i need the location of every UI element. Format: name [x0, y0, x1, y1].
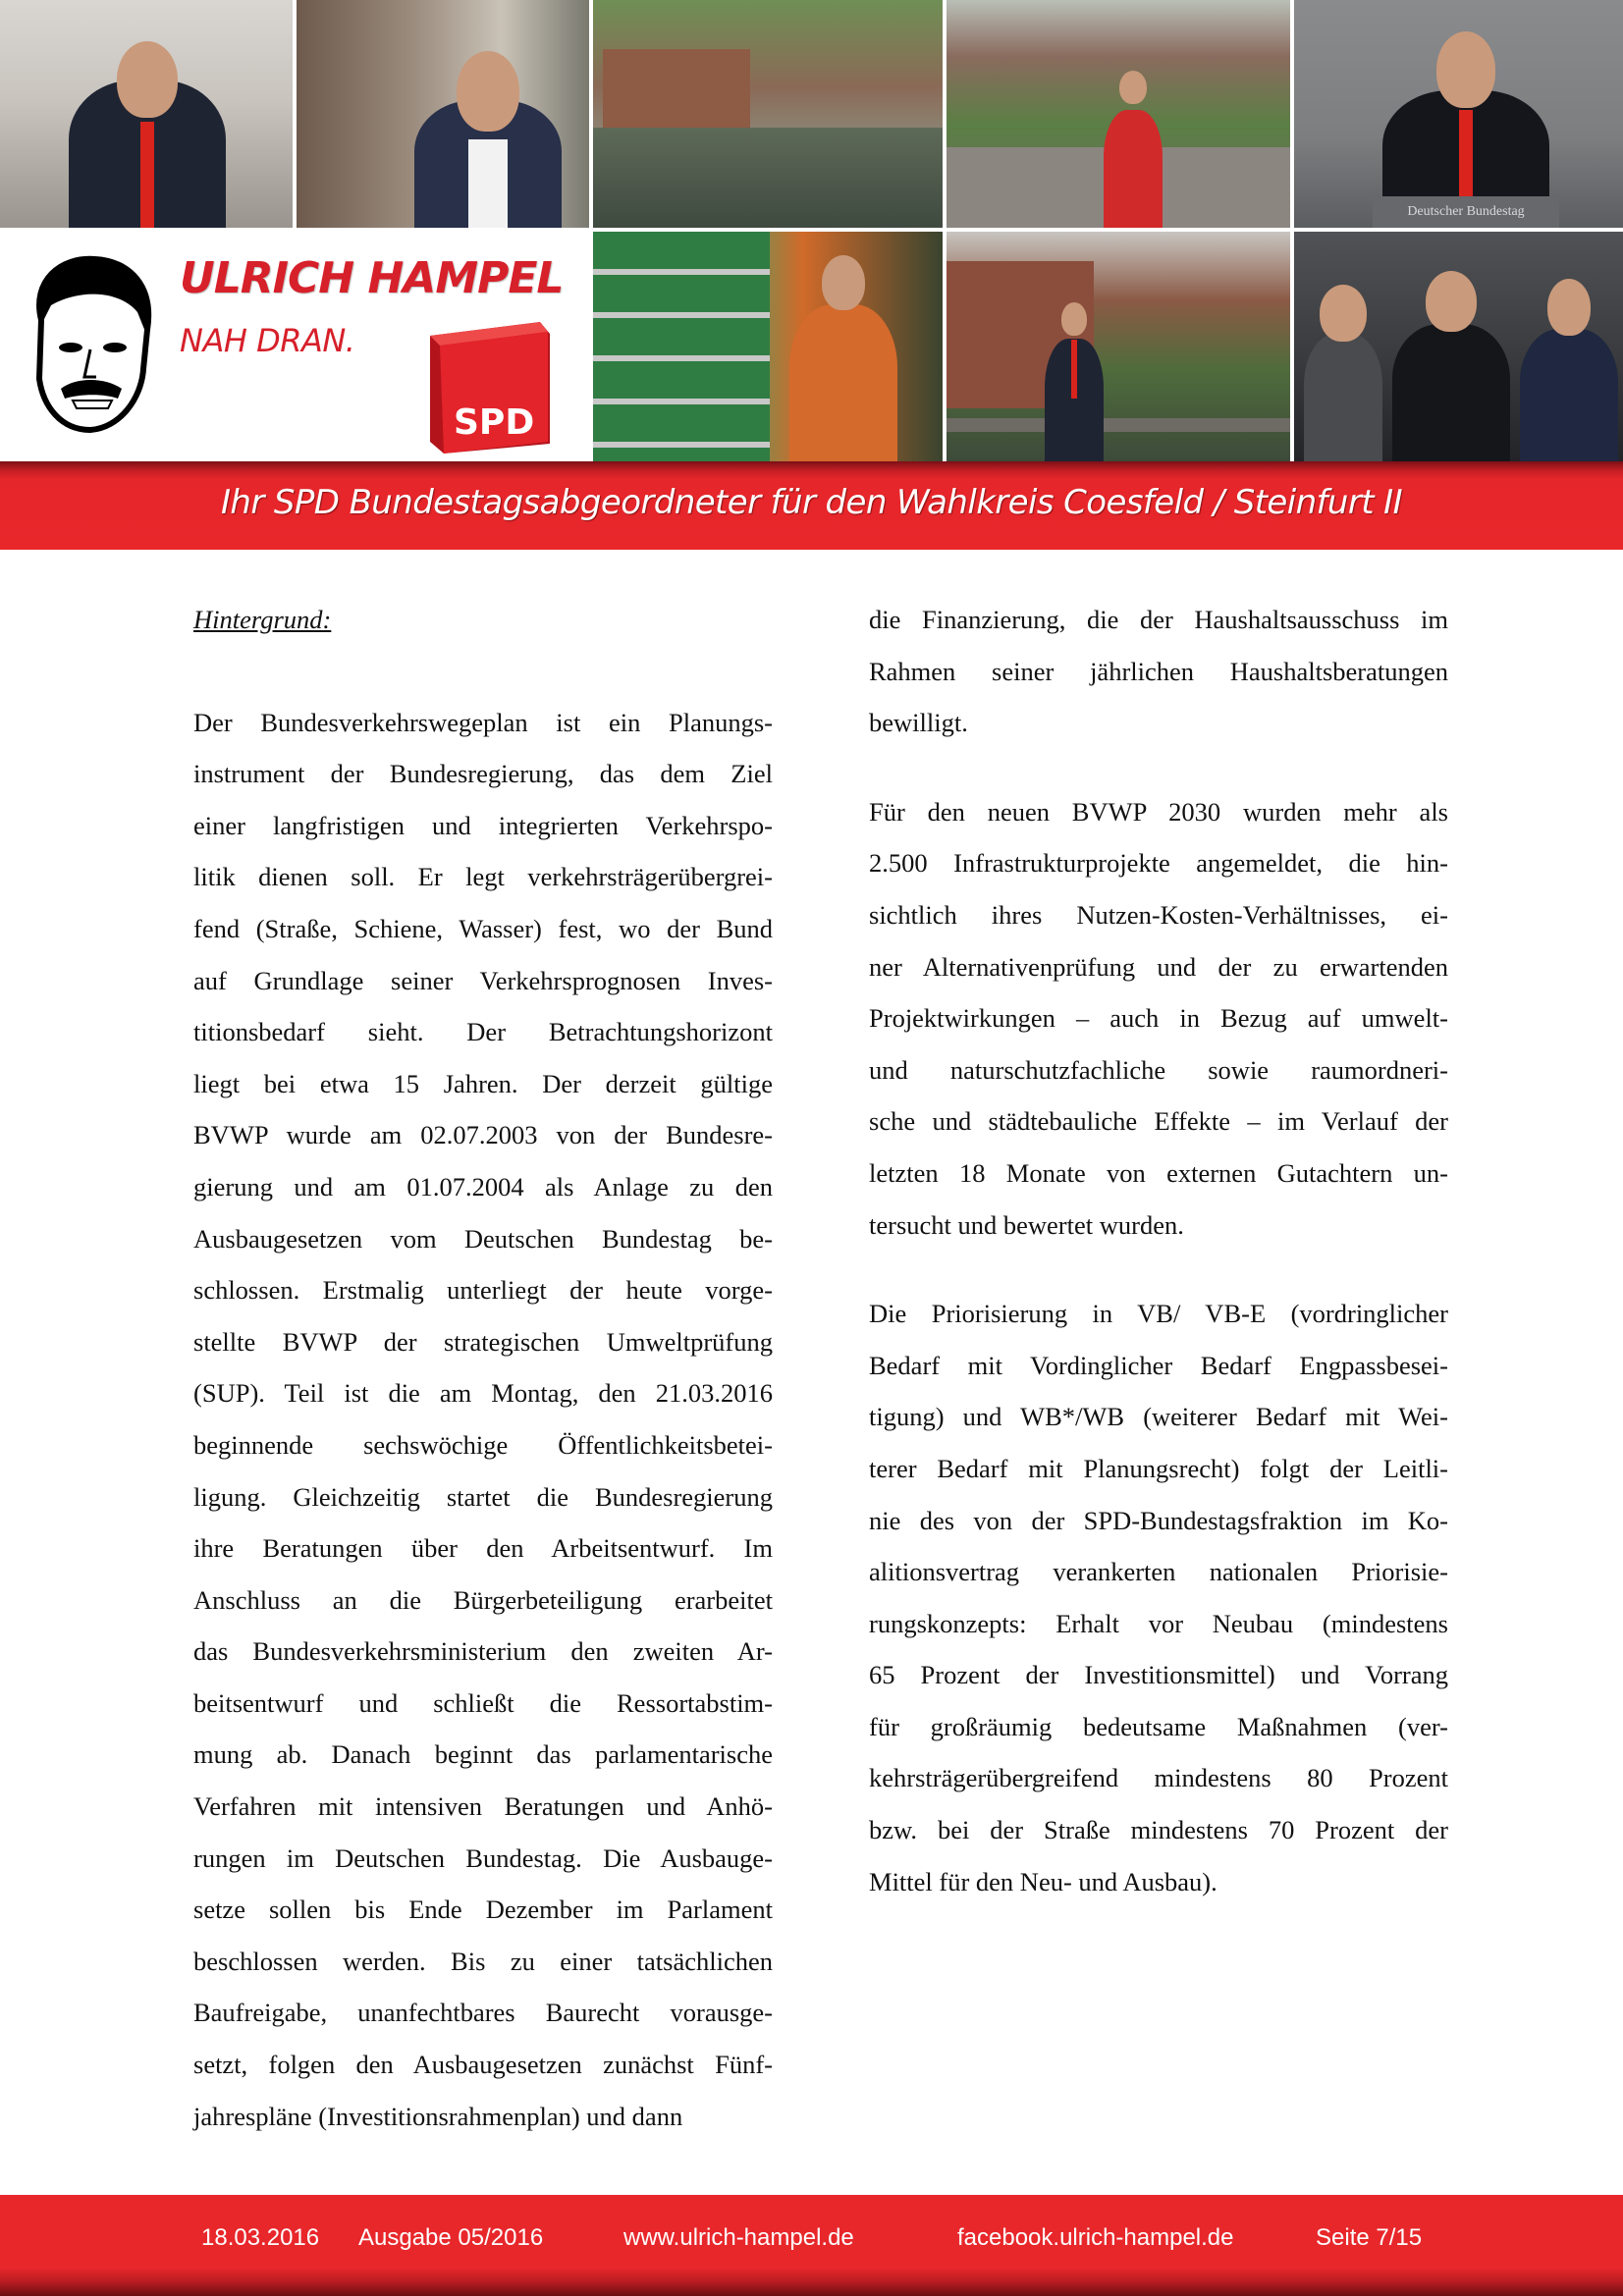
photo-portrait-office	[0, 0, 293, 228]
railing-shape	[947, 418, 1290, 432]
portrait-drawing-icon	[22, 251, 159, 438]
text-line: setze sollen bis Ende Dezember im Parlament	[193, 1895, 773, 1925]
constituency-banner	[0, 461, 1623, 550]
text-line: bzw. bei der Straße mindestens 70 Prozent der	[869, 1815, 1448, 1845]
text-line: alitionsvertrag verankerten nationalen Priorisie-	[869, 1557, 1448, 1587]
person-silhouette	[1104, 61, 1163, 228]
text-line: tersucht und bewertet wurden.	[869, 1209, 1184, 1240]
svg-text:SPD: SPD	[454, 402, 535, 443]
article-column-right	[869, 594, 1448, 1945]
text-line: Bedarf mit Vordinglicher Bedarf Engpassbesei-	[869, 1350, 1448, 1380]
text-line: Projektwirkungen – auch in Bezug auf umwelt-	[869, 1003, 1448, 1034]
text-line: das Bundesverkehrsministerium den zweiten Ar-	[193, 1636, 773, 1667]
text-line: Der Bundesverkehrswegeplan ist ein Planungs-	[193, 707, 773, 737]
text-line: nie des von der SPD-Bundestagsfraktion im Ko-	[869, 1505, 1448, 1535]
text-line: kehrsträgerübergreifend mindestens 80 Prozent	[869, 1763, 1448, 1793]
text-line: gierung und am 01.07.2004 als Anlage zu den	[193, 1171, 773, 1201]
photo-food-bank	[593, 232, 943, 461]
person-silhouette	[1045, 294, 1104, 461]
text-line: einer langfristigen und integrierten Verkehrspo-	[193, 810, 773, 840]
text-line: setzt, folgen den Ausbaugesetzen zunächst Fünf-	[193, 2050, 773, 2080]
text-line: mung ab. Danach beginnt das parlamentarische	[193, 1739, 773, 1770]
text-line: beginnende sechswöchige Öffentlichkeitsbetei-	[193, 1429, 773, 1460]
text-line: Rahmen seiner jährlichen Haushaltsberatungen	[869, 656, 1448, 686]
text-line: titionsbedarf sieht. Der Betrachtungshorizont	[193, 1017, 773, 1047]
building-shape	[603, 49, 750, 137]
photo-castle-bridge	[947, 232, 1290, 461]
text-line: Ausbaugesetzen vom Deutschen Bundestag be-	[193, 1223, 773, 1254]
article-column-left	[193, 594, 773, 2179]
text-line: schlossen. Erstmalig unterliegt der heute vorge-	[193, 1275, 773, 1306]
person-silhouette	[1304, 285, 1382, 461]
footer-issue: Ausgabe 05/2016	[358, 2224, 544, 2251]
person-silhouette	[1520, 275, 1618, 461]
text-line: litik dienen soll. Er legt verkehrsträgerübergrei-	[193, 862, 773, 892]
text-line: 2.500 Infrastrukturprojekte angemeldet, die hin-	[869, 848, 1448, 879]
text-line: Baufreigabe, unanfechtbares Baurecht vorausge-	[193, 1998, 773, 2028]
text-line: ligung. Gleichzeitig startet die Bundesregierung	[193, 1481, 773, 1512]
text-line: Für den neuen BVWP 2030 wurden mehr als	[869, 796, 1448, 827]
person-silhouette	[414, 31, 562, 228]
text-line: tigung) und WB*/WB (weiterer Bedarf mit Wei-	[869, 1402, 1448, 1432]
text-line: ihre Beratungen über den Arbeitsentwurf. Im	[193, 1533, 773, 1564]
text-line: jahrespläne (Investitionsrahmenplan) und dann	[193, 2101, 683, 2131]
paragraph	[869, 786, 1448, 1251]
photo-castle-moat	[593, 0, 943, 228]
text-line: bewilligt.	[869, 708, 968, 738]
text-line: letzten 18 Monate von externen Gutachtern un-	[869, 1157, 1448, 1188]
text-line: Die Priorisierung in VB/ VB-E (vordringlicher	[869, 1299, 1448, 1329]
paragraph	[869, 594, 1448, 749]
photo-bike-tour	[947, 0, 1290, 228]
spd-logo-cube-icon	[422, 318, 554, 455]
brand-name: ULRICH HAMPEL	[180, 253, 564, 303]
podium-sign: Deutscher Bundestag	[1373, 196, 1559, 228]
section-heading: Hintergrund:	[193, 605, 332, 634]
text-line: rungen im Deutschen Bundestag. Die Ausbauge-	[193, 1842, 773, 1873]
paragraph	[193, 697, 773, 2143]
paragraph	[869, 1288, 1448, 1907]
banner-title: Ihr SPD Bundestagsabgeordneter für den Wahlkreis Coesfeld / Steinfurt II	[220, 483, 1403, 522]
footer-website-link[interactable]: www.ulrich-hampel.de	[623, 2224, 854, 2251]
photo-bundestag-speech	[1294, 0, 1623, 228]
logo-area	[0, 232, 589, 461]
shelf-shape	[593, 232, 770, 461]
text-line: fend (Straße, Schiene, Wasser) fest, wo der Bund	[193, 913, 773, 943]
person-silhouette	[789, 255, 897, 461]
text-line: und naturschutzfachliche sowie raumordneri-	[869, 1054, 1448, 1085]
text-line: sichtlich ihres Nutzen-Kosten-Verhältnisses, ei-	[869, 899, 1448, 930]
text-line: auf Grundlage seiner Verkehrsprognosen Inves-	[193, 965, 773, 995]
text-line: Anschluss an die Bürgerbeteiligung erarbeitet	[193, 1584, 773, 1615]
text-line: Verfahren mit intensiven Beratungen und Anhö-	[193, 1791, 773, 1822]
text-line: ner Alternativenprüfung und der zu erwartenden	[869, 951, 1448, 982]
text-line: beitsentwurf und schließt die Ressortabstim-	[193, 1687, 773, 1718]
footer-facebook-link[interactable]: facebook.ulrich-hampel.de	[957, 2224, 1234, 2251]
water-shape	[593, 128, 943, 228]
text-line: rungskonzepts: Erhalt vor Neubau (mindestens	[869, 1608, 1448, 1638]
photo-factory-visit	[1294, 232, 1623, 461]
page-footer	[0, 2195, 1623, 2296]
text-line: terer Bedarf mit Planungsrecht) folgt der Leitli-	[869, 1453, 1448, 1483]
brand-slogan: NAH DRAN.	[180, 322, 355, 359]
text-line: liegt bei etwa 15 Jahren. Der derzeit gültige	[193, 1068, 773, 1098]
person-silhouette	[69, 31, 226, 228]
text-line: sche und städtebauliche Effekte – im Verlauf der	[869, 1106, 1448, 1137]
text-line: beschlossen werden. Bis zu einer tatsächlichen	[193, 1946, 773, 1976]
footer-date: 18.03.2016	[201, 2224, 320, 2251]
person-silhouette	[1392, 265, 1510, 461]
text-line: die Finanzierung, die der Haushaltsausschuss im	[869, 605, 1448, 634]
text-line: BVWP wurde am 02.07.2003 von der Bundesre-	[193, 1120, 773, 1150]
header-photo-collage	[0, 0, 1623, 463]
text-line: instrument der Bundesregierung, das dem Ziel	[193, 759, 773, 789]
photo-portrait-street	[297, 0, 589, 228]
text-line: Mittel für den Neu- und Ausbau).	[869, 1866, 1217, 1896]
text-line: für großräumig bedeutsame Maßnahmen (ver-	[869, 1711, 1448, 1741]
text-line: 65 Prozent der Investitionsmittel) und Vorrang	[869, 1660, 1448, 1690]
footer-page-number: Seite 7/15	[1316, 2224, 1423, 2251]
text-line: stellte BVWP der strategischen Umweltprüfung	[193, 1326, 773, 1357]
text-line: (SUP). Teil ist die am Montag, den 21.03.2016	[193, 1378, 773, 1409]
